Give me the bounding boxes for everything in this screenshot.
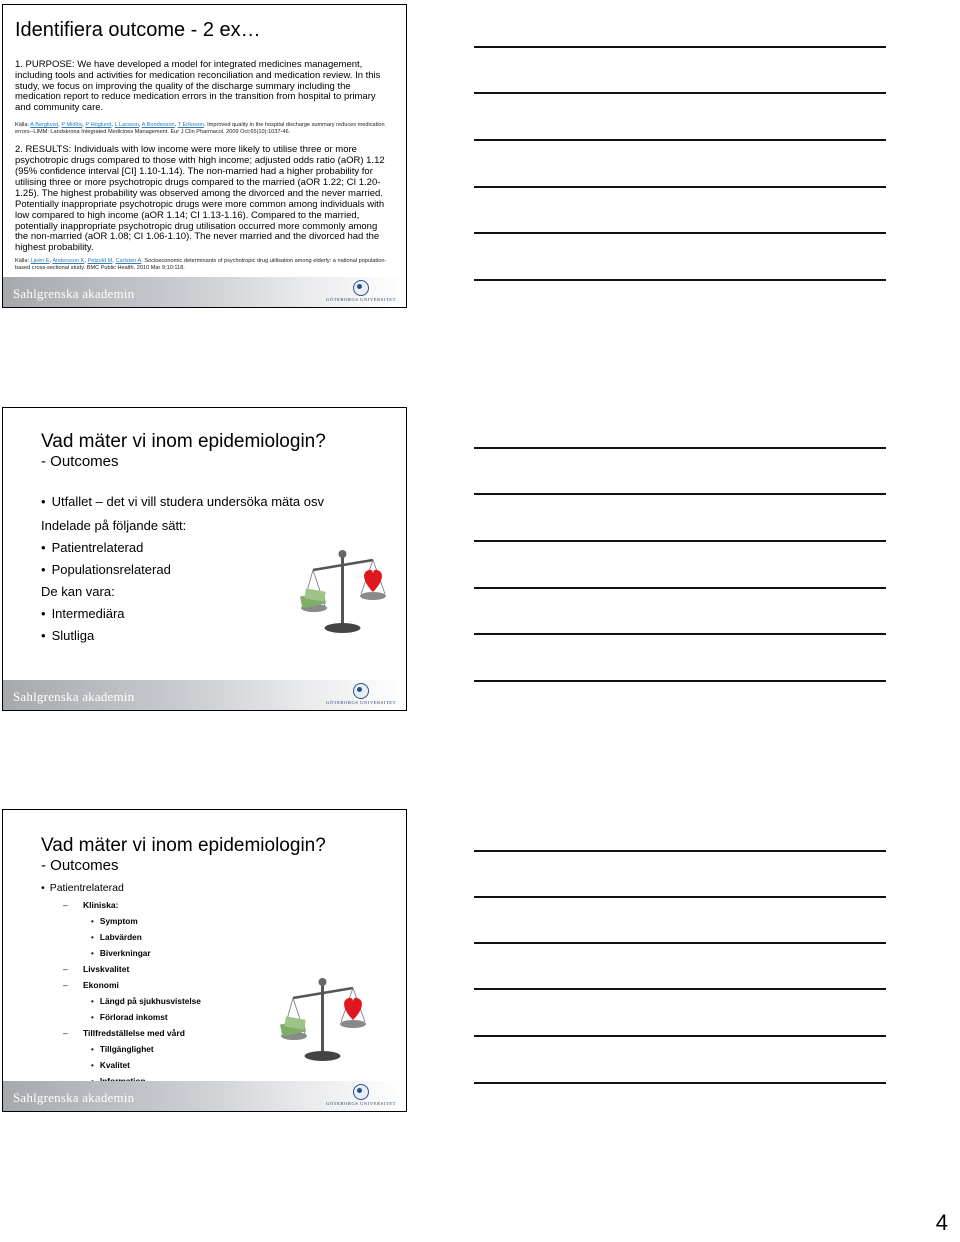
note-line xyxy=(474,139,886,141)
note-line xyxy=(474,447,886,449)
list-item: • Längd på sjukhusvistelse xyxy=(91,996,201,1006)
title-line-1: Vad mäter vi inom epidemiologin? xyxy=(41,431,326,452)
slide-title xyxy=(41,836,326,876)
list-item: • Tillgänglighet xyxy=(91,1044,201,1054)
list-item: – Kliniska: xyxy=(63,900,201,910)
university-name: GÖTEBORGS UNIVERSITET xyxy=(326,297,396,302)
list-item: • Kvalitet xyxy=(91,1060,201,1070)
slide-3 xyxy=(2,809,407,1112)
list-item: • Patientrelaterad xyxy=(41,540,391,556)
list-heading: Indelade på följande sätt: xyxy=(41,518,187,533)
note-line xyxy=(474,279,886,281)
slide-title xyxy=(41,432,326,472)
list-item: – Tillfredställelse med vård xyxy=(63,1028,201,1038)
footer-bar xyxy=(3,277,406,307)
note-line xyxy=(474,896,886,898)
note-line xyxy=(474,988,886,990)
note-line xyxy=(474,587,886,589)
source-prefix: Källa: xyxy=(15,121,31,128)
brand-logo: Sahlgrenska akademin xyxy=(13,1090,135,1105)
note-line xyxy=(474,493,886,495)
author-link[interactable]: L Larsson xyxy=(114,121,139,128)
source-text: Socioeconomic determinants of psychotropic drug utilisation among elderly: a national population-based cross-sectional study. BMC Public Health. 2010 Mar 9;10:118. xyxy=(15,258,387,271)
note-line xyxy=(474,633,886,635)
note-line xyxy=(474,92,886,94)
list-heading: De kan vara: xyxy=(41,584,115,599)
university-seal-icon xyxy=(353,683,369,699)
university-seal-icon xyxy=(353,1084,369,1100)
title-line-2: - Outcomes xyxy=(41,453,119,470)
author-link[interactable]: A Bondesson xyxy=(141,121,175,128)
university-logo xyxy=(326,1084,396,1106)
university-logo xyxy=(326,683,396,705)
list-item: • Biverkningar xyxy=(91,948,201,958)
source-citation-2: Källa: Ljeén E, Andersson K, Petzold M, Carlsten A. Socioeconomic determinants of psychotropic drug utilisation among elderly: a national population-based cross-sectional study. BMC Public Health. 2010 Mar 9;10:118. xyxy=(15,258,387,271)
list-item: • Utfallet – det vi vill studera undersöka mäta osv xyxy=(41,493,391,510)
source-citation-1: Källa: A Bergkvist, P Midlöv, P Höglund, L Larsson, A Bondesson, T Eriksson. Improved quality in the hospital discharge summary reduces medication errors--LIMM: Landskrona Integrated Medicines Management. Eur J Clin Pharmacol. 2009 Oct;65(10):1037-46. xyxy=(15,121,385,135)
note-line xyxy=(474,46,886,48)
footer-bar xyxy=(3,1081,406,1111)
list-item: • Slutliga xyxy=(41,628,391,644)
author-link[interactable]: T Eriksson xyxy=(177,121,205,128)
university-name: GÖTEBORGS UNIVERSITET xyxy=(326,1101,396,1106)
brand-logo: Sahlgrenska akademin xyxy=(13,689,135,704)
list-item: • Intermediära xyxy=(41,606,391,622)
university-logo xyxy=(326,280,396,302)
list-item: • Symptom xyxy=(91,916,201,926)
slide-body xyxy=(15,60,393,281)
source-text: Improved quality in the hospital discharge summary reduces medication errors--LIMM: Landskrona Integrated Medicines Management. Eur J Clin Pharmacol. 2009 Oct;65(10):1037-46. xyxy=(15,121,385,135)
author-link[interactable]: P Midlöv xyxy=(61,121,83,128)
results-paragraph: 2. RESULTS: Individuals with low income were more likely to utilise three or more psychotropic drugs compared to those with high income; adjusted odds ratio (aOR) 1.12 (95% confidence interval [CI] 1.10-1.14). The non-married had a higher probability for utilising three or more psychotropic drugs compared to the married (aOR 1.22; CI 1.20-1.25). The highest probability was observed among the divorced and the never married. Potentially inappropriate psychotropic drugs were more common among individuals with low compared to high income (aOR 1.14; CI 1.13-1.16). Compared to the married, potentially inappropriate psychotropic drug utilisation occurred more commonly among the non-married (aOR 1.08; CI 1.06-1.10). The never married and the divorced had the highest probability. xyxy=(15,144,385,254)
balance-scale-icon xyxy=(293,548,393,640)
list-item: • Förlorad inkomst xyxy=(91,1012,201,1022)
note-line xyxy=(474,942,886,944)
author-link[interactable]: A Bergkvist xyxy=(30,121,59,128)
author-link[interactable]: Petzold M xyxy=(87,258,113,265)
slide-1 xyxy=(2,4,407,308)
list-item: • Labvärden xyxy=(91,932,201,942)
purpose-paragraph: 1. PURPOSE: We have developed a model for integrated medicines management, including tools and activities for medication reconciliation and medication review. In this study, we focus on improving the quality of the discharge summary including the medication report to reduce medication errors in the transition from hospital to primary and community care. xyxy=(15,59,381,114)
source-prefix: Källa: xyxy=(15,258,31,265)
author-link[interactable]: Andersson K xyxy=(52,258,85,265)
author-link[interactable]: P Höglund xyxy=(85,121,112,128)
outcome-list xyxy=(41,882,201,1092)
list-item: – Ekonomi xyxy=(63,980,201,990)
slide-title: Identifiera outcome - 2 ex… xyxy=(15,19,261,41)
brand-logo: Sahlgrenska akademin xyxy=(13,286,135,301)
note-line xyxy=(474,540,886,542)
slide-2 xyxy=(2,407,407,711)
note-line xyxy=(474,1082,886,1084)
author-link[interactable]: Carlsten A xyxy=(115,258,142,265)
list-item: – Livskvalitet xyxy=(63,964,201,974)
note-line xyxy=(474,186,886,188)
note-line xyxy=(474,232,886,234)
title-line-1: Vad mäter vi inom epidemiologin? xyxy=(41,835,326,856)
author-link[interactable]: Ljeén E xyxy=(30,258,50,265)
balance-scale-icon xyxy=(273,976,373,1068)
list-item: • Patientrelaterad xyxy=(41,882,201,894)
footer-bar xyxy=(3,680,406,710)
university-name: GÖTEBORGS UNIVERSITET xyxy=(326,700,396,705)
note-line xyxy=(474,680,886,682)
page-number: 4 xyxy=(935,1210,948,1235)
title-line-2: - Outcomes xyxy=(41,857,119,874)
list-item: • Populationsrelaterad xyxy=(41,562,391,578)
university-seal-icon xyxy=(353,280,369,296)
note-line xyxy=(474,1035,886,1037)
note-line xyxy=(474,850,886,852)
